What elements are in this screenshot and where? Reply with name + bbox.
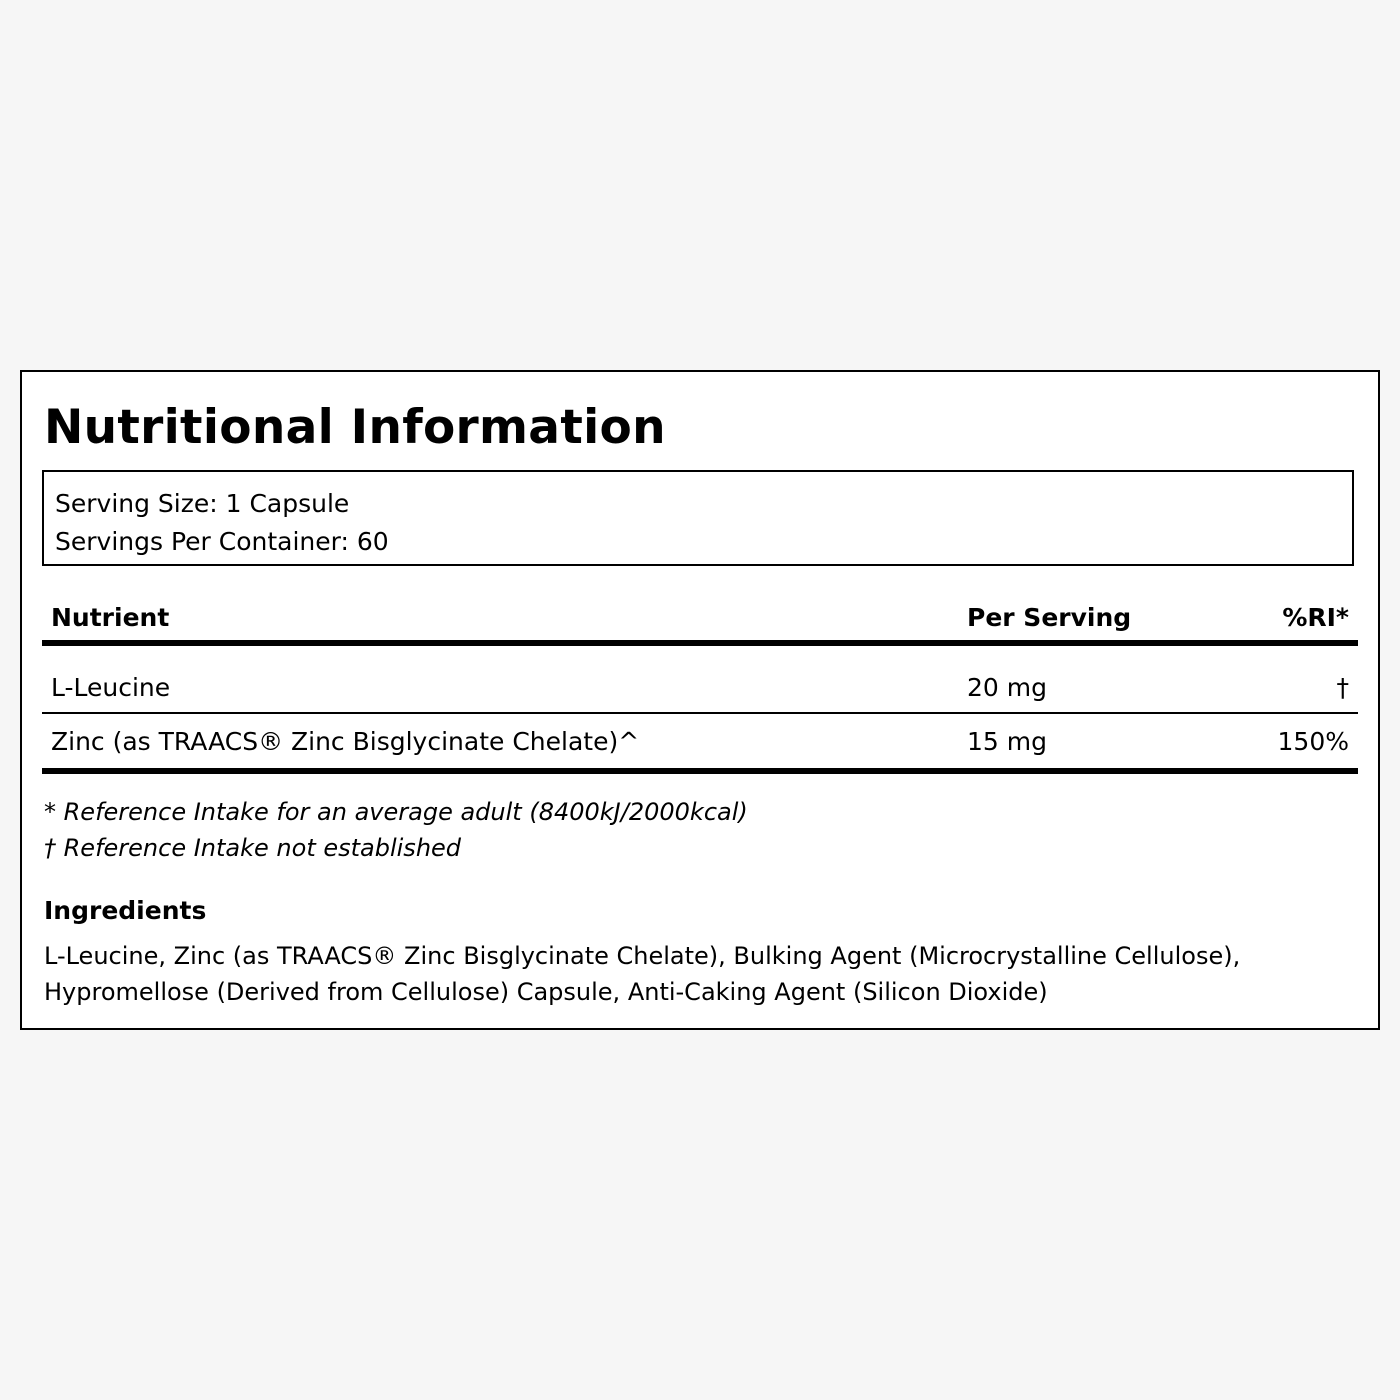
header-ri: %RI*	[1282, 603, 1349, 632]
nutrient-name: L-Leucine	[51, 673, 171, 702]
nutrition-panel	[20, 370, 1380, 1030]
ingredients-heading: Ingredients	[44, 896, 207, 925]
nutrient-name: Zinc (as TRAACS® Zinc Bisglycinate Chelate)^	[51, 727, 640, 756]
footnote-not-established: † Reference Intake not established	[44, 834, 462, 862]
page-title: Nutritional Information	[44, 400, 666, 455]
table-header-row	[42, 594, 1358, 646]
nutrient-amount: 20 mg	[967, 673, 1047, 702]
nutrient-amount: 15 mg	[967, 727, 1047, 756]
footnotes	[44, 794, 748, 866]
serving-size: Serving Size: 1 Capsule	[55, 489, 350, 518]
servings-per-container: Servings Per Container: 60	[55, 527, 389, 556]
footnote-reference-intake: * Reference Intake for an average adult (8400kJ/2000kcal)	[44, 798, 748, 826]
table-row	[42, 714, 1358, 774]
serving-info-box	[42, 470, 1354, 566]
header-nutrient: Nutrient	[51, 603, 170, 632]
nutrition-table	[42, 594, 1358, 774]
header-per-serving: Per Serving	[967, 603, 1132, 632]
nutrient-ri: 150%	[1277, 727, 1349, 756]
ingredients-text: L-Leucine, Zinc (as TRAACS® Zinc Bisglycinate Chelate), Bulking Agent (Microcrystalline Cellulose), Hypromellose (Derived from Cellulose) Capsule, Anti-Caking Agent (Silicon Dioxide)	[44, 942, 1241, 1006]
table-row	[42, 646, 1358, 714]
nutrient-ri: †	[1336, 673, 1349, 702]
